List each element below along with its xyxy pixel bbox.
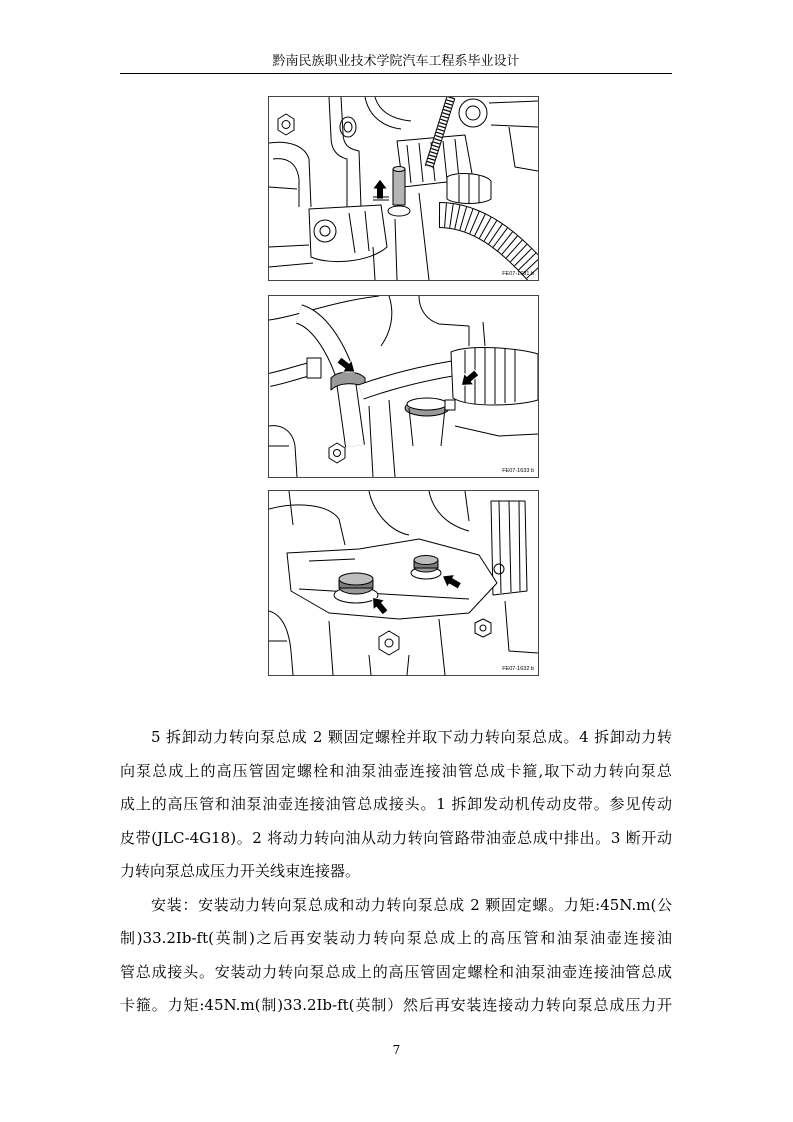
page-number: 7 [392,1043,401,1057]
right-ribbed-part [491,501,527,595]
figure-2 [268,295,539,478]
lower-outline [269,426,297,477]
figure-1 [268,96,539,281]
upper-pipe [365,97,401,129]
lower-bolt-left [369,631,409,675]
return-hose [361,368,455,392]
arrow-icon [373,179,388,199]
header-title: 黔南民族职业技术学院汽车工程系毕业设计 [272,54,520,69]
large-mount-nut [334,573,378,603]
lower-outline [269,611,293,675]
housing-edge [269,142,311,207]
figure-2-drawing [269,296,538,477]
top-right-component [459,99,538,171]
paragraph-line: 皮带(JLC-4G18)。2 将动力转向油从动力转向管路带油壶总成中排出。3 断开动 [120,828,672,847]
paragraph-line: 安装：安装动力转向泵总成和动力转向泵总成 2 颗固定螺。力矩:45N.m(公 [151,895,672,914]
paragraph-line: 成上的高压管和油泵油壶连接油管总成接头。1 拆卸发动机传动皮带。参见传动 [120,795,672,813]
figure-1-drawing [269,97,538,280]
paragraph-line: 力转向泵总成压力开关线束连接器。 [120,862,361,880]
figure-1-label: FE07-1631 b [502,271,534,277]
left-hose [269,358,321,380]
pump-body [309,205,387,262]
header-rule [120,73,672,74]
lower-bolt-right [475,619,491,637]
bracket [329,97,347,207]
figure-3-drawing [269,491,538,675]
hose-clamp-2 [405,398,455,446]
corrugated-fitting [451,322,538,405]
small-mount-nut [411,556,441,580]
corrugated-hose [439,215,538,273]
paragraph-line: 向泵总成上的高压管固定螺栓和油泵油壶连接油管总成卡箍,取下动力转向泵总 [120,761,672,780]
figure-2-label: FE07-1633 b [502,468,534,474]
paragraph-line: 制)33.2Ib-ft(英制)之后再安装动力转向泵总成上的高压管和油泵油壶连接油 [120,929,672,947]
paragraph-line: 管总成接头。安装动力转向泵总成上的高压管固定螺栓和油泵油壶连接油管总成 [120,962,672,981]
engine-outline [269,491,409,545]
paragraph-line: 卡箍。力矩:45N.m(制)33.2Ib-ft(英制）然后再安装连接动力转向泵总成压力开 [120,996,672,1014]
figure-3 [268,490,539,676]
line-fitting [447,174,491,204]
mount-bracket [287,539,497,619]
body-text [120,721,672,1023]
bolt-head [278,114,294,135]
figure-3-label: FE07-1632 b [502,666,534,672]
paragraph-line: 5 拆卸动力转向泵总成 2 颗固定螺栓并取下动力转向泵总成。4 拆卸动力转 [151,728,672,746]
bottom-bolt [329,443,345,463]
